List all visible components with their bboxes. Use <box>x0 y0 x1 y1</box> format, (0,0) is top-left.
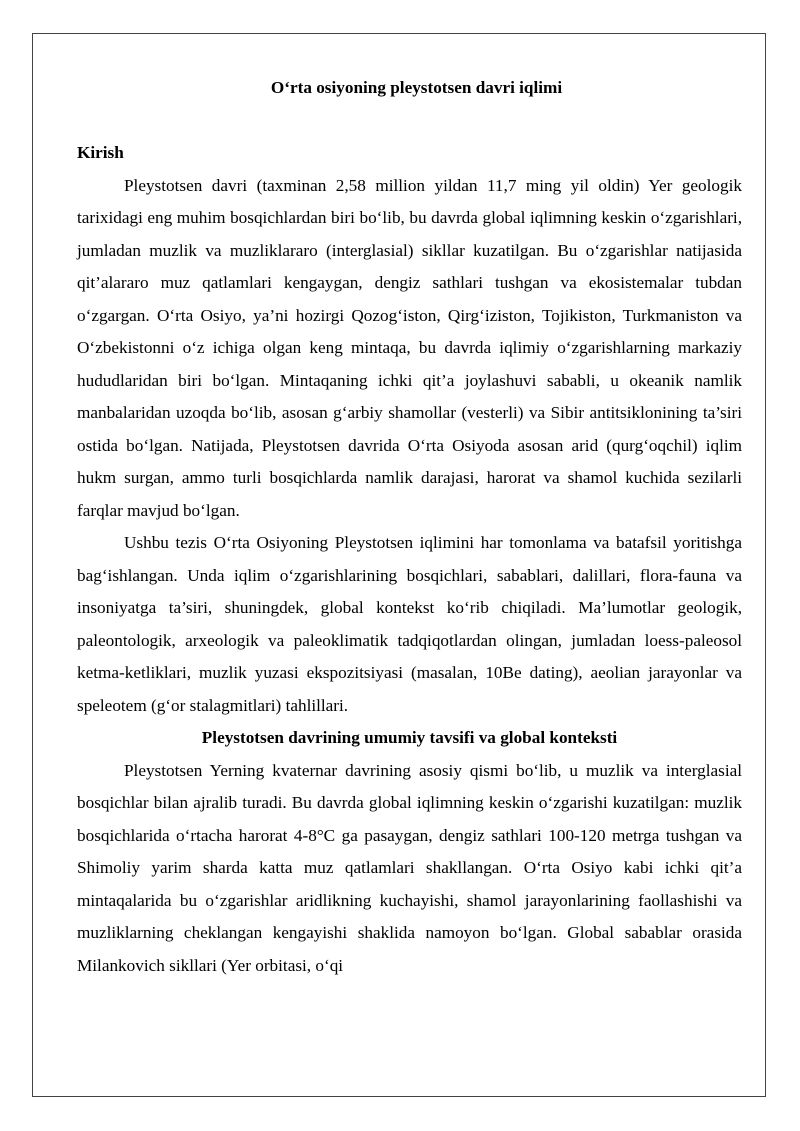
overview-paragraph-1: Pleystotsen Yerning kvaternar davrining asosiy qismi bo‘lib, u muzlik va interglasial bosqichlar bilan ajralib turadi. Bu davrda global iqlimning keskin o‘zgarishi kuzatilgan: muzlik bosqichlarida o‘rtacha harorat 4-8°C ga pasaygan, dengiz sathlari 100-120 metrga tushgan va Shimoliy yarim sharda katta muz qatlamlari shakllangan. O‘rta Osiyo kabi ichki qit’a mintaqalarida bu o‘zgarishlar aridlikning kuchayishi, shamol jarayonlarining faollashishi va muzliklarning cheklangan kengayishi shaklida namoyon bo‘lgan. Global sabablar orasida Milankovich sikllari (Yer orbitasi, o‘qi <box>77 760 742 975</box>
title-spacer <box>77 105 742 138</box>
document-title: O‘rta osiyoning pleystotsen davri iqlimi <box>270 78 563 97</box>
section-heading-overview: Pleystotsen davrining umumiy tavsifi va global konteksti <box>201 728 618 747</box>
document-body <box>77 72 742 982</box>
section-heading-introduction: Kirish <box>77 143 124 162</box>
introduction-paragraph-1: Pleystotsen davri (taxminan 2,58 million yildan 11,7 ming yil oldin) Yer geologik tarixidagi eng muhim bosqichlardan biri bo‘lib, bu davrda global iqlimning keskin o‘zgarishlari, jumladan muzlik va muzliklararo (interglasial) sikllar kuzatilgan. Bu o‘zgarishlar natijasida qit’alararo muz qatlamlari kengaygan, dengiz sathlari tushgan va ekosistemalar tubdan o‘zgargan. O‘rta Osiyo, ya’ni hozirgi Qozog‘iston, Qirg‘iziston, Tojikiston, Turkmaniston va O‘zbekistonni o‘z ichiga olgan keng mintaqa, bu davrda iqlimiy o‘zgarishlarning markaziy hududlaridan biri bo‘lgan. Mintaqaning ichki qit’a joylashuvi sababli, u okeanik namlik manbalaridan uzoqda bo‘lib, asosan g‘arbiy shamollar (vesterli) va Sibir antitsiklonining ta’siri ostida bo‘lgan. Natijada, Pleystotsen davrida O‘rta Osiyoda asosan arid (qurg‘oqchil) iqlim hukm surgan, ammo turli bosqichlarda namlik darajasi, harorat va shamol kuchida sezilarli farqlar mavjud bo‘lgan. <box>77 175 742 520</box>
introduction-paragraph-2: Ushbu tezis O‘rta Osiyoning Pleystotsen iqlimini har tomonlama va batafsil yoritishga bag‘ishlangan. Unda iqlim o‘zgarishlarining bosqichlari, sabablari, dalillari, flora-fauna va insoniyatga ta’siri, shuningdek, global kontekst ko‘rib chiqiladi. Ma’lumotlar geologik, paleontologik, arxeologik va paleoklimatik tadqiqotlardan olingan, jumladan loess-paleosol ketma-ketliklari, muzlik yuzasi ekspozitsiyasi (masalan, 10Be dating), aeolian jarayonlar va speleotem (g‘or stalagmitlari) tahlillari. <box>77 533 742 715</box>
